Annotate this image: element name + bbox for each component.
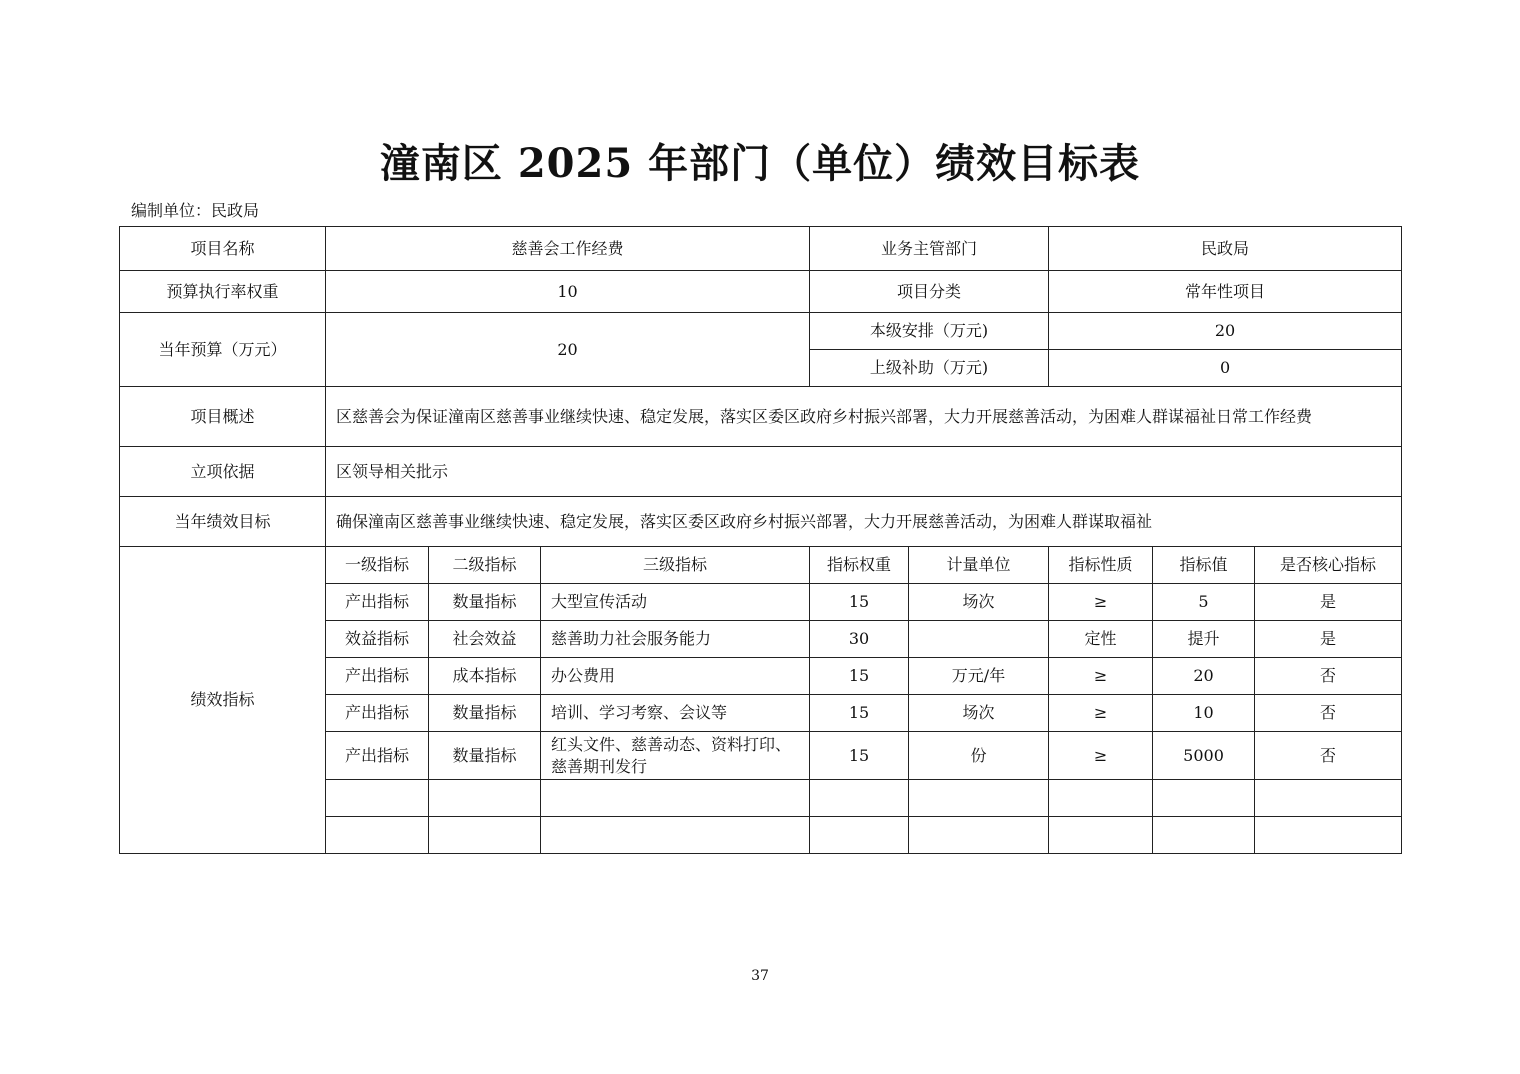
local-value: 20 bbox=[1049, 313, 1402, 350]
page-title: 潼南区 2025 年部门（单位）绩效目标表 bbox=[379, 140, 1141, 187]
level1-cell: 产出指标 bbox=[326, 732, 429, 780]
level3-cell bbox=[541, 817, 810, 854]
info-row-project bbox=[120, 227, 1402, 271]
info-row-basis bbox=[120, 447, 1402, 497]
nature-cell: 定性 bbox=[1049, 621, 1153, 658]
value-cell: 提升 bbox=[1153, 621, 1255, 658]
unit-cell bbox=[909, 817, 1049, 854]
level2-cell: 数量指标 bbox=[429, 584, 541, 621]
unit-cell: 场次 bbox=[909, 695, 1049, 732]
info-row-weight bbox=[120, 271, 1402, 313]
level3-cell: 办公费用 bbox=[541, 658, 810, 695]
header-core: 是否核心指标 bbox=[1255, 547, 1402, 584]
budget-label: 当年预算（万元） bbox=[120, 313, 326, 387]
weight-value: 10 bbox=[326, 271, 810, 313]
nature-cell: ≥ bbox=[1049, 732, 1153, 780]
level3-cell: 慈善助力社会服务能力 bbox=[541, 621, 810, 658]
level3-cell: 红头文件、慈善动态、资料打印、慈善期刊发行 bbox=[541, 732, 810, 780]
core-cell: 否 bbox=[1255, 695, 1402, 732]
overview-value: 区慈善会为保证潼南区慈善事业继续快速、稳定发展，落实区委区政府乡村振兴部署，大力开展慈善活动，为困难人群谋福祉日常工作经费 bbox=[326, 387, 1402, 447]
weight-cell bbox=[810, 817, 909, 854]
weight-cell bbox=[810, 780, 909, 817]
core-cell: 否 bbox=[1255, 658, 1402, 695]
nature-cell: ≥ bbox=[1049, 584, 1153, 621]
info-row-budget bbox=[120, 313, 1402, 350]
header-nature: 指标性质 bbox=[1049, 547, 1153, 584]
unit-cell: 场次 bbox=[909, 584, 1049, 621]
project-name-label: 项目名称 bbox=[120, 227, 326, 271]
level1-cell bbox=[326, 817, 429, 854]
dept-value: 民政局 bbox=[1049, 227, 1402, 271]
overview-label: 项目概述 bbox=[120, 387, 326, 447]
level1-cell: 效益指标 bbox=[326, 621, 429, 658]
upper-value: 0 bbox=[1049, 350, 1402, 387]
info-row-goal bbox=[120, 497, 1402, 547]
indicator-header-row bbox=[120, 547, 1402, 584]
value-cell bbox=[1153, 817, 1255, 854]
category-label: 项目分类 bbox=[810, 271, 1049, 313]
level2-cell: 数量指标 bbox=[429, 695, 541, 732]
header-value: 指标值 bbox=[1153, 547, 1255, 584]
header-level1: 一级指标 bbox=[326, 547, 429, 584]
budget-value: 20 bbox=[326, 313, 810, 387]
nature-cell: ≥ bbox=[1049, 695, 1153, 732]
nature-cell bbox=[1049, 780, 1153, 817]
value-cell bbox=[1153, 780, 1255, 817]
core-cell bbox=[1255, 817, 1402, 854]
local-label: 本级安排（万元) bbox=[810, 313, 1049, 350]
unit-cell bbox=[909, 780, 1049, 817]
level1-cell: 产出指标 bbox=[326, 584, 429, 621]
level2-cell: 数量指标 bbox=[429, 732, 541, 780]
performance-target-table bbox=[119, 226, 1402, 854]
core-cell: 是 bbox=[1255, 621, 1402, 658]
header-level3: 三级指标 bbox=[541, 547, 810, 584]
value-cell: 20 bbox=[1153, 658, 1255, 695]
level2-cell bbox=[429, 780, 541, 817]
value-cell: 5000 bbox=[1153, 732, 1255, 780]
header-unit: 计量单位 bbox=[909, 547, 1049, 584]
value-cell: 10 bbox=[1153, 695, 1255, 732]
level3-cell bbox=[541, 780, 810, 817]
nature-cell bbox=[1049, 817, 1153, 854]
header-weight: 指标权重 bbox=[810, 547, 909, 584]
basis-label: 立项依据 bbox=[120, 447, 326, 497]
project-name-value: 慈善会工作经费 bbox=[326, 227, 810, 271]
dept-label: 业务主管部门 bbox=[810, 227, 1049, 271]
upper-label: 上级补助（万元) bbox=[810, 350, 1049, 387]
weight-label: 预算执行率权重 bbox=[120, 271, 326, 313]
weight-cell: 15 bbox=[810, 695, 909, 732]
weight-cell: 30 bbox=[810, 621, 909, 658]
level1-cell: 产出指标 bbox=[326, 695, 429, 732]
unit-cell bbox=[909, 621, 1049, 658]
weight-cell: 15 bbox=[810, 732, 909, 780]
core-cell bbox=[1255, 780, 1402, 817]
level2-cell bbox=[429, 817, 541, 854]
page-number: 37 bbox=[751, 968, 769, 984]
indicators-section-label: 绩效指标 bbox=[120, 547, 326, 854]
core-cell: 是 bbox=[1255, 584, 1402, 621]
unit-cell: 万元/年 bbox=[909, 658, 1049, 695]
nature-cell: ≥ bbox=[1049, 658, 1153, 695]
level3-cell: 大型宣传活动 bbox=[541, 584, 810, 621]
weight-cell: 15 bbox=[810, 584, 909, 621]
goal-value: 确保潼南区慈善事业继续快速、稳定发展，落实区委区政府乡村振兴部署，大力开展慈善活动，为困难人群谋取福祉 bbox=[326, 497, 1402, 547]
weight-cell: 15 bbox=[810, 658, 909, 695]
level2-cell: 社会效益 bbox=[429, 621, 541, 658]
level1-cell: 产出指标 bbox=[326, 658, 429, 695]
level2-cell: 成本指标 bbox=[429, 658, 541, 695]
basis-value: 区领导相关批示 bbox=[326, 447, 1402, 497]
compiling-unit: 编制单位：民政局 bbox=[131, 201, 260, 220]
unit-cell: 份 bbox=[909, 732, 1049, 780]
goal-label: 当年绩效目标 bbox=[120, 497, 326, 547]
level1-cell bbox=[326, 780, 429, 817]
category-value: 常年性项目 bbox=[1049, 271, 1402, 313]
info-row-overview bbox=[120, 387, 1402, 447]
value-cell: 5 bbox=[1153, 584, 1255, 621]
header-level2: 二级指标 bbox=[429, 547, 541, 584]
level3-cell: 培训、学习考察、会议等 bbox=[541, 695, 810, 732]
core-cell: 否 bbox=[1255, 732, 1402, 780]
